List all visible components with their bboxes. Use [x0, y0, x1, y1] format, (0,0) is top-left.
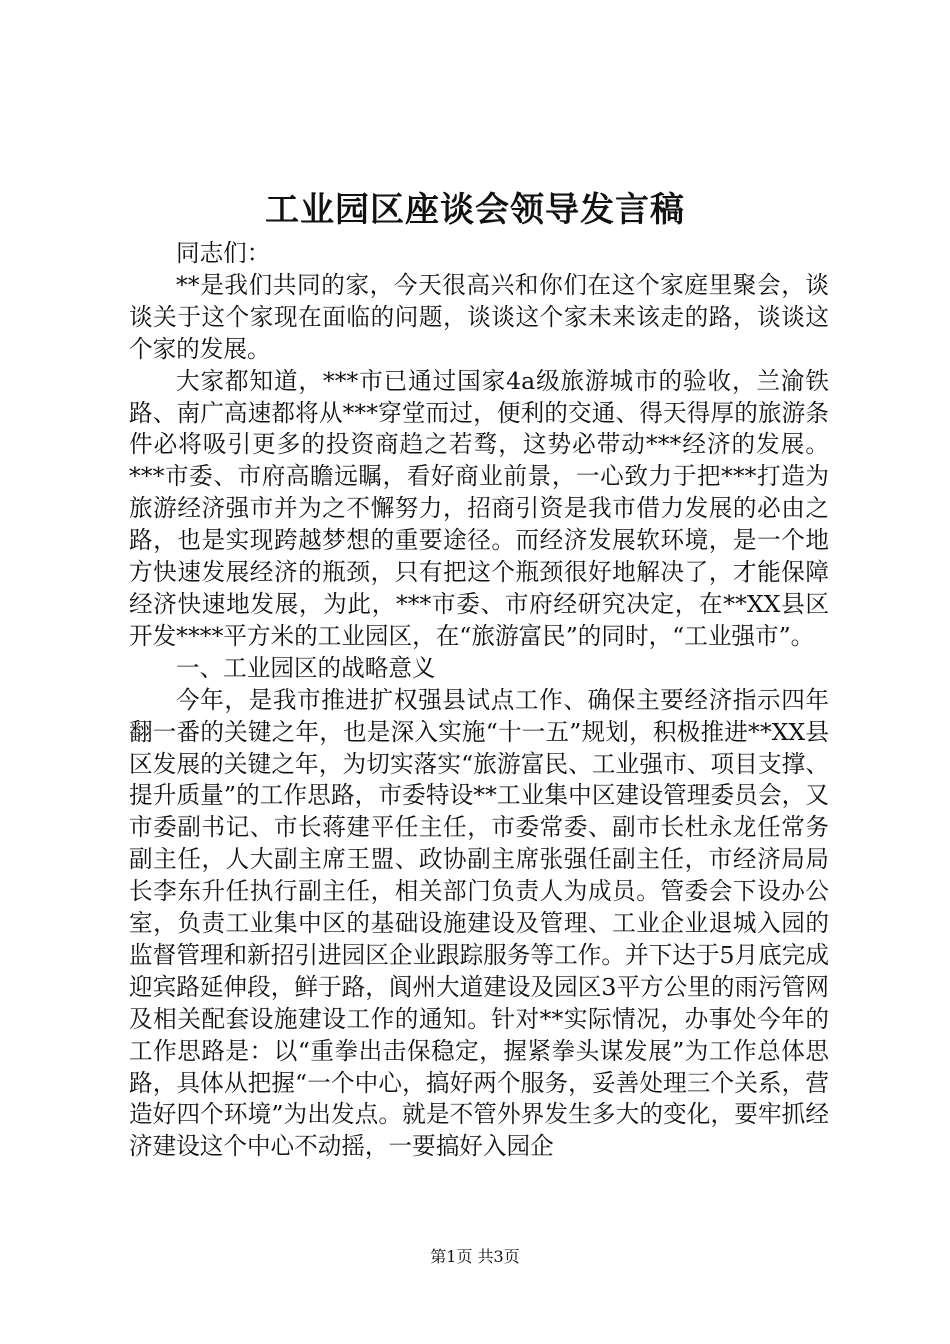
document-title: 工业园区座谈会领导发言稿: [265, 190, 685, 230]
section-heading: 一、工业园区的战略意义: [176, 653, 436, 682]
paragraph-2: 大家都知道，***市已通过国家4a级旅游城市的验收，兰渝铁路、南广高速都将从***穿堂而过，便利的交通、得天得厚的旅游条件必将吸引更多的投资商趋之若骛，这势必带动***经济的发展。***市委、市府高瞻远瞩，看好商业前景，一心致力于把***打造为旅游经济强市并为之不懈努力，招商引资是我市借力发展的必由之路，也是实现跨越梦想的重要途径。而经济发展软环境，是一个地方快速发展经济的瓶颈，只有把这个瓶颈很好地解决了，才能保障经济快速地发展，为此，***市委、市府经研究决定，在**XX县区开发****平方米的工业园区，在“旅游富民”的同时，“工业强市”。: [129, 366, 829, 650]
page-number-footer: 第1页 共3页: [430, 1247, 520, 1266]
paragraph-1: **是我们共同的家，今天很高兴和你们在这个家庭里聚会，谈谈关于这个家现在面临的问题，谈谈这个家未来该走的路，谈谈这个家的发展。: [129, 270, 829, 363]
salutation: 同志们：: [176, 239, 271, 267]
document-body: [129, 238, 829, 1163]
section-paragraph: 今年，是我市推进扩权强县试点工作、确保主要经济指示四年翻一番的关键之年，也是深入实施“十一五”规划，积极推进**XX县区发展的关键之年，为切实落实“旅游富民、工业强市、项目支撑、提升质量”的工作思路，市委特设**工业集中区建设管理委员会，又市委副书记、市长蒋建平任主任，市委常委、副市长杜永龙任常务副主任，人大副主席王盟、政协副主席张强任副主任，市经济局局长李东升任执行副主任，相关部门负责人为成员。管委会下设办公室，负责工业集中区的基础设施建设及管理、工业企业退城入园的监督管理和新招引进园区企业跟踪服务等工作。并下达于5月底完成迎宾路延伸段，鲜于路，阆州大道建设及园区3平方公里的雨污管网及相关配套设施建设工作的通知。针对**实际情况，办事处今年的工作思路是：以“重拳出击保稳定，握紧拳头谋发展”为工作总体思路，具体从把握“一个中心，搞好两个服务，妥善处理三个关系，营造好四个环境”为出发点。就是不管外界发生多大的变化，要牢抓经济建设这个中心不动摇，一要搞好入园企: [129, 685, 829, 1161]
